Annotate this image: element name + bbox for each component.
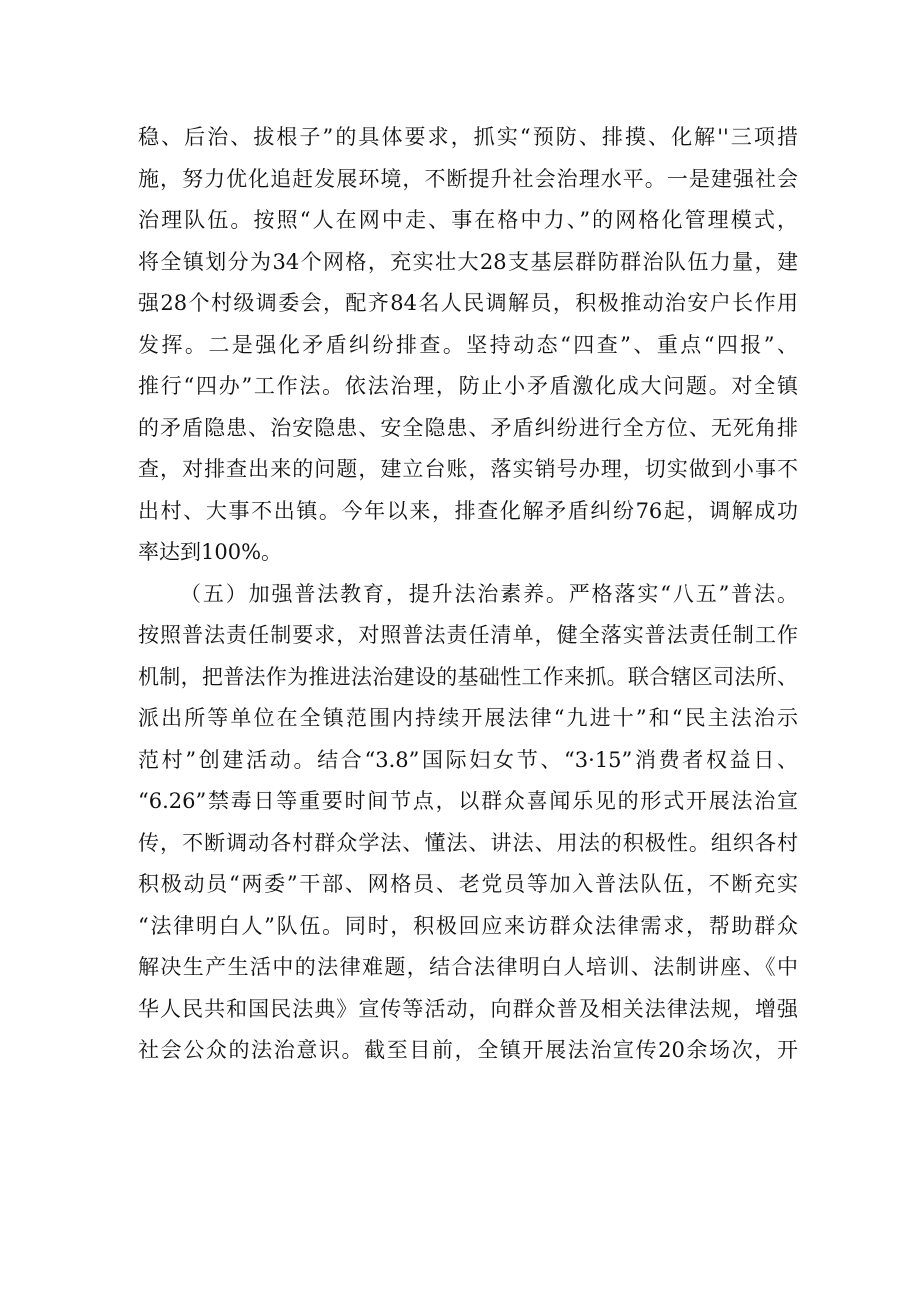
text-line: 推行“四办”工作法。依法治理，防止小矛盾激化成大问题。对全镇 (138, 374, 798, 398)
text-line: 率达到100%。 (138, 540, 283, 564)
text-line: 按照普法责任制要求，对照普法责任清单，健全落实普法责任制工作 (138, 623, 798, 647)
text-line: 查，对排查出来的问题，建立台账，落实销号办理，切实做到小事不 (138, 457, 798, 481)
text-line: 范村”创建活动。结合“3.8”国际妇女节、“3·15”消费者权益日、 (138, 747, 798, 772)
text-line: 强28个村级调委会，配齐84名人民调解员，积极推动治安户长作用 (138, 291, 798, 315)
text-line: 华人民共和国民法典》宣传等活动，向群众普及相关法律法规，增强 (138, 996, 798, 1021)
text-line: “6.26”禁毒日等重要时间节点，以群众喜闻乐见的形式开展法治宣 (138, 789, 798, 813)
paragraph-social-governance (138, 117, 798, 574)
text-line: 社会公众的法治意识。截至目前，全镇开展法治宣传20余场次，开 (138, 1038, 798, 1062)
text-line: 发挥。二是强化矛盾纠纷排查。坚持动态“四查”、重点“四报”、 (138, 332, 798, 357)
text-line: 将全镇划分为34个网格，充实壮大28支基层群防群治队伍力量，建 (138, 249, 798, 274)
document-body (138, 117, 798, 1072)
text-line: 积极动员“两委”干部、网格员、老党员等加入普法队伍，不断充实 (138, 872, 798, 896)
text-line: 治理队伍。按照“人在网中走、事在格中力、”的网格化管理模式， (138, 208, 798, 232)
text-line: 稳、后治、拔根子”的具体要求，抓实“预防、排摸、化解''三项措 (138, 125, 798, 149)
text-line: 派出所等单位在全镇范围内持续开展法律“九进十”和“民主法治示 (138, 706, 798, 730)
paragraph-legal-education (138, 574, 798, 1072)
section-heading-line: （五）加强普法教育，提升法治素养。严格落实“八五”普法。 (180, 581, 798, 606)
text-line: 机制，把普法作为推进法治建设的基础性工作来抓。联合辖区司法所、 (138, 664, 798, 689)
text-line: 施，努力优化追赶发展环境，不断提升社会治理水平。一是建强社会 (138, 166, 798, 191)
text-line: 传，不断调动各村群众学法、懂法、讲法、用法的积极性。组织各村 (138, 830, 798, 855)
text-line: 的矛盾隐患、治安隐患、安全隐患、矛盾纠纷进行全方位、无死角排 (138, 415, 798, 440)
text-line: 解决生产生活中的法律难题，结合法律明白人培训、法制讲座、《中 (138, 955, 798, 979)
text-line: “法律明白人”队伍。同时，积极回应来访群众法律需求，帮助群众 (138, 913, 798, 938)
text-line: 出村、大事不出镇。今年以来，排查化解矛盾纠纷76起，调解成功 (138, 498, 798, 523)
